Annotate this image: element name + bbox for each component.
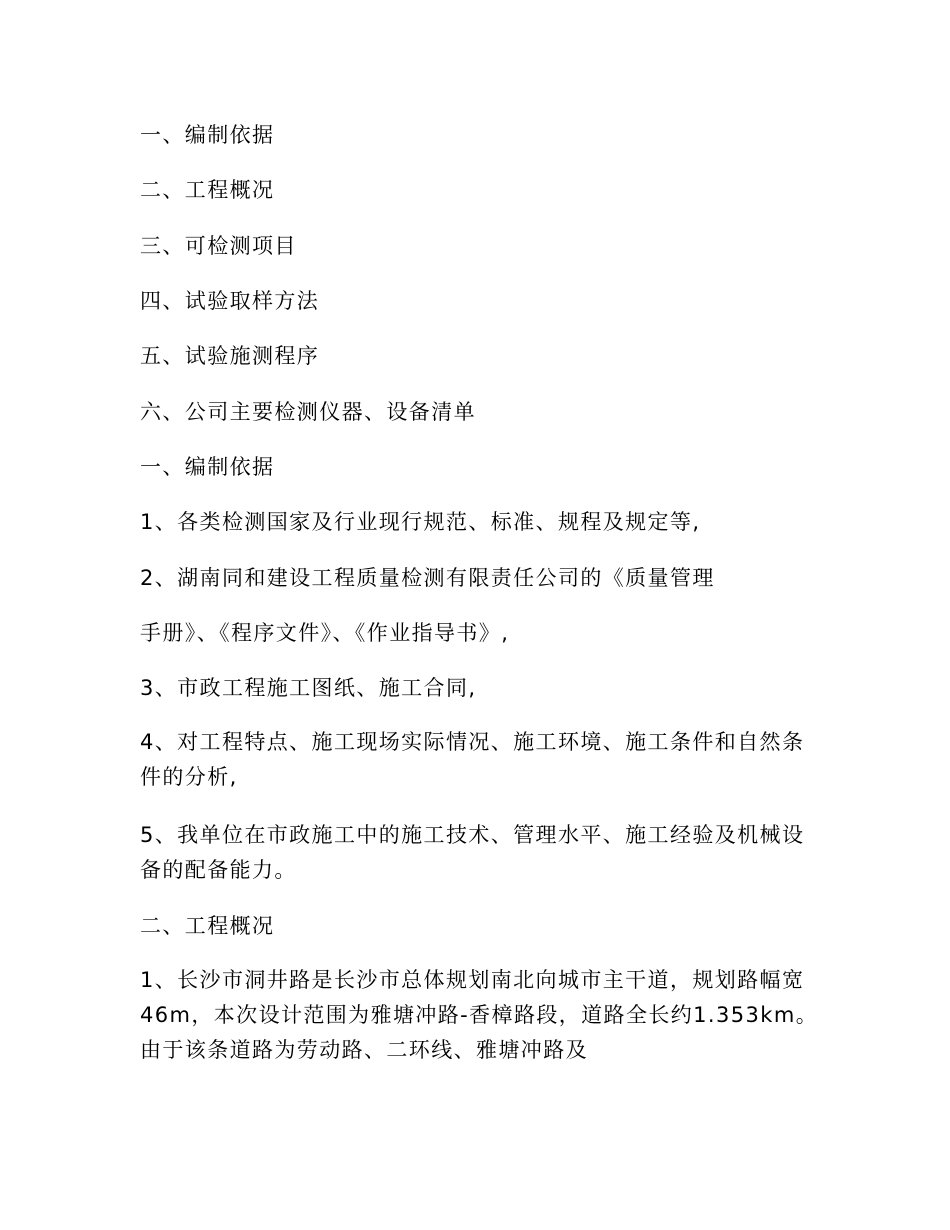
toc-item-6: 六、公司主要检测仪器、设备清单 <box>140 400 476 424</box>
basis-item-3: 3、市政工程施工图纸、施工合同, <box>140 676 477 700</box>
basis-item-5: 5、我单位在市政施工中的施工技术、管理水平、施工经验及机械设备的配备能力。 <box>140 823 805 882</box>
basis-item-4: 4、对工程特点、施工现场实际情况、施工环境、施工条件和自然条件的分析, <box>140 730 805 789</box>
section-heading-overview: 二、工程概况 <box>140 914 275 938</box>
toc-item-1: 一、编制依据 <box>140 123 275 147</box>
basis-item-2: 2、湖南同和建设工程质量检测有限责任公司的《质量管理 <box>140 566 715 590</box>
section-heading-basis: 一、编制依据 <box>140 455 275 479</box>
basis-item-1: 1、各类检测国家及行业现行规范、标准、规程及规定等, <box>140 510 701 534</box>
toc-item-3: 三、可检测项目 <box>140 234 297 258</box>
toc-item-5: 五、试验施测程序 <box>140 344 320 368</box>
toc-item-4: 四、试验取样方法 <box>140 289 320 313</box>
toc-item-2: 二、工程概况 <box>140 178 275 202</box>
basis-item-2-continued: 手册》、《程序文件》、《作业指导书》, <box>140 621 510 645</box>
overview-paragraph: 1、长沙市洞井路是长沙市总体规划南北向城市主干道，规划路幅宽46m，本次设计范围为雅塘冲路-香樟路段，道路全长约1.353km。由于该条道路为劳动路、二环线、雅塘冲路及 <box>140 968 819 1062</box>
